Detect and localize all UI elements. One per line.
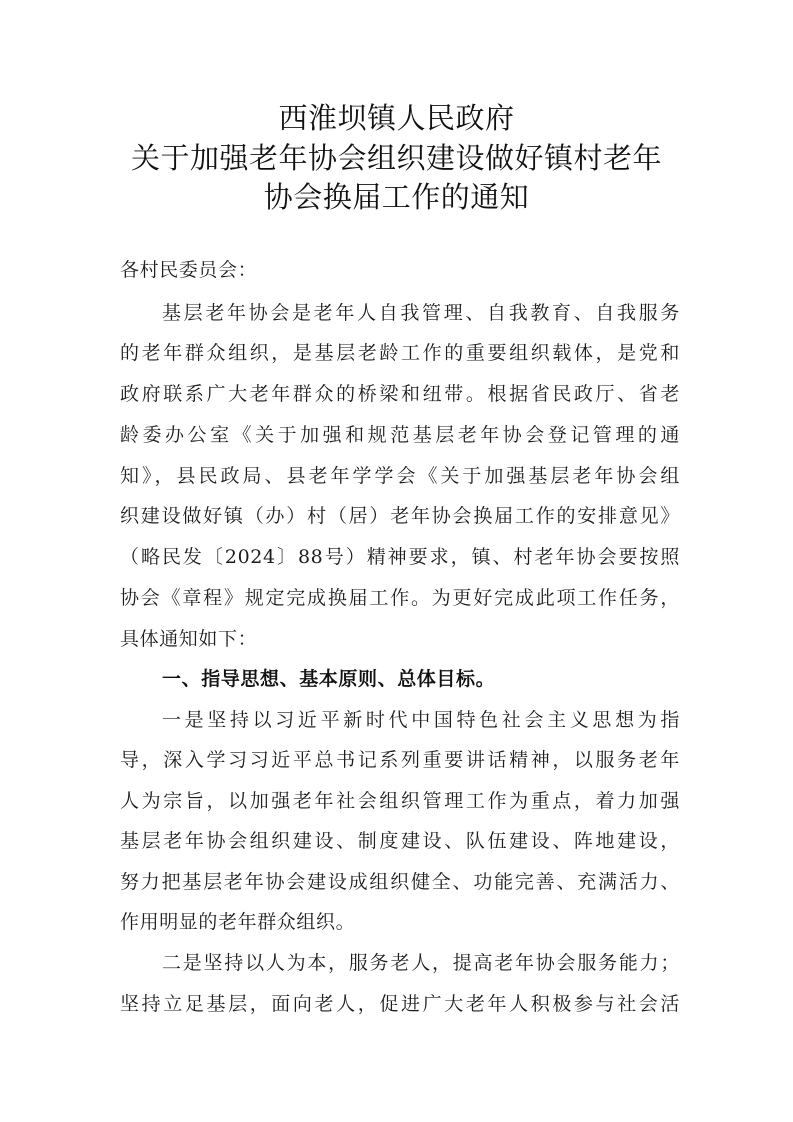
paragraph-line: 人为宗旨，以加强老年社会组织管理工作为重点，着力加强: [120, 790, 680, 812]
intro-line: 基层老年协会是老年人自我管理、自我教育、自我服务: [162, 302, 680, 324]
paragraph-line: 一是坚持以习近平新时代中国特色社会主义思想为指: [162, 709, 680, 731]
salutation: 各村民委员会：: [120, 259, 258, 281]
intro-line: 知》，县民政局、县老年学学会《关于加强基层老年协会组: [120, 465, 680, 487]
document-title-line-1: 西淮坝镇人民政府: [278, 101, 515, 135]
paragraph-line: 作用明显的老年群众组织。: [120, 911, 356, 933]
document-title-line-2: 关于加强老年协会组织建设做好镇村老年: [130, 141, 662, 175]
document-title-line-3: 协会换届工作的通知: [263, 180, 530, 214]
paragraph-line: 二是坚持以人为本，服务老人，提高老年协会服务能力；: [162, 952, 680, 974]
section-heading: 一、指导思想、基本原则、总体目标。: [162, 668, 496, 690]
intro-line: 协会《章程》规定完成换届工作。为更好完成此项工作任务，: [120, 587, 680, 609]
intro-line: 具体通知如下：: [120, 628, 258, 650]
paragraph-line: 基层老年协会组织建设、制度建设、队伍建设、阵地建设，: [120, 830, 680, 852]
intro-line: 的老年群众组织，是基层老龄工作的重要组织载体，是党和: [120, 342, 680, 364]
intro-line: 织建设做好镇（办）村（居）老年协会换届工作的安排意见》: [120, 505, 680, 527]
paragraph-line: 坚持立足基层，面向老人，促进广大老年人积极参与社会活: [120, 993, 680, 1015]
intro-line: 政府联系广大老年群众的桥梁和纽带。根据省民政厅、省老: [120, 383, 680, 405]
intro-line: （略民发〔2024〕88号）精神要求，镇、村老年协会要按照: [120, 546, 680, 568]
intro-line: 龄委办公室《关于加强和规范基层老年协会登记管理的通: [120, 424, 680, 446]
paragraph-line: 导，深入学习习近平总书记系列重要讲话精神，以服务老年: [120, 749, 680, 771]
paragraph-line: 努力把基层老年协会建设成组织健全、功能完善、充满活力、: [120, 871, 680, 893]
